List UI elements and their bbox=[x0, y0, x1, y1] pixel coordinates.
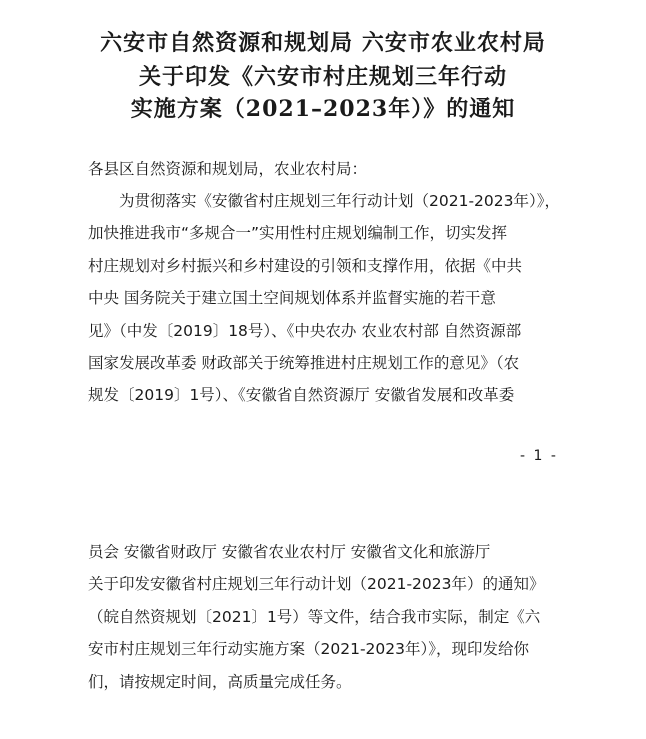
body-line: 见》（中发〔2019〕18号）、《中央农办 农业农村部 自然资源部 bbox=[88, 321, 522, 340]
page-number: - 1 - bbox=[520, 448, 558, 464]
salutation bbox=[88, 153, 578, 185]
body-line: 加快推进我市“多规合一”实用性村庄规划编制工作，切实发挥 bbox=[88, 224, 508, 243]
body-line: 规发〔2019〕1号）、《安徽省自然资源厅 安徽省发展和改革委 bbox=[88, 386, 515, 405]
paragraph-page-1 bbox=[88, 185, 578, 412]
body-line: 安市村庄规划三年行动实施方案（2021-2023年）》，现印发给你 bbox=[88, 640, 529, 659]
title-line-2: 关于印发《六安市村庄规划三年行动 bbox=[138, 64, 507, 90]
body-line: 关于印发安徽省村庄规划三年行动计划（2021-2023年）的通知》 bbox=[88, 575, 545, 594]
body-line: 为贯彻落实《安徽省村庄规划三年行动计划（2021-2023年）》， bbox=[119, 192, 560, 210]
body-line: （皖自然资规划〔2021〕1号）等文件，结合我市实际，制定《六 bbox=[88, 607, 541, 626]
body-line: 中央 国务院关于建立国土空间规划体系并监督实施的若干意 bbox=[88, 289, 496, 308]
body-line: 村庄规划对乡村振兴和乡村建设的引领和支撑作用，依据《中共 bbox=[88, 256, 523, 275]
salutation-text: 各县区自然资源和规划局，农业农村局： bbox=[88, 160, 368, 178]
body-line: 们，请按规定时间，高质量完成任务。 bbox=[88, 672, 352, 691]
paragraph-page-2 bbox=[88, 536, 578, 698]
title-line-1: 六安市自然资源和规划局 六安市农业农村局 bbox=[100, 30, 546, 56]
title-line-3: 实施方案（2021–2023年）》的通知 bbox=[130, 96, 516, 122]
body-line: 国家发展改革委 财政部关于统筹推进村庄规划工作的意见》（农 bbox=[88, 354, 520, 373]
body-line: 员会 安徽省财政厅 安徽省农业农村厅 安徽省文化和旅游厅 bbox=[88, 543, 491, 561]
